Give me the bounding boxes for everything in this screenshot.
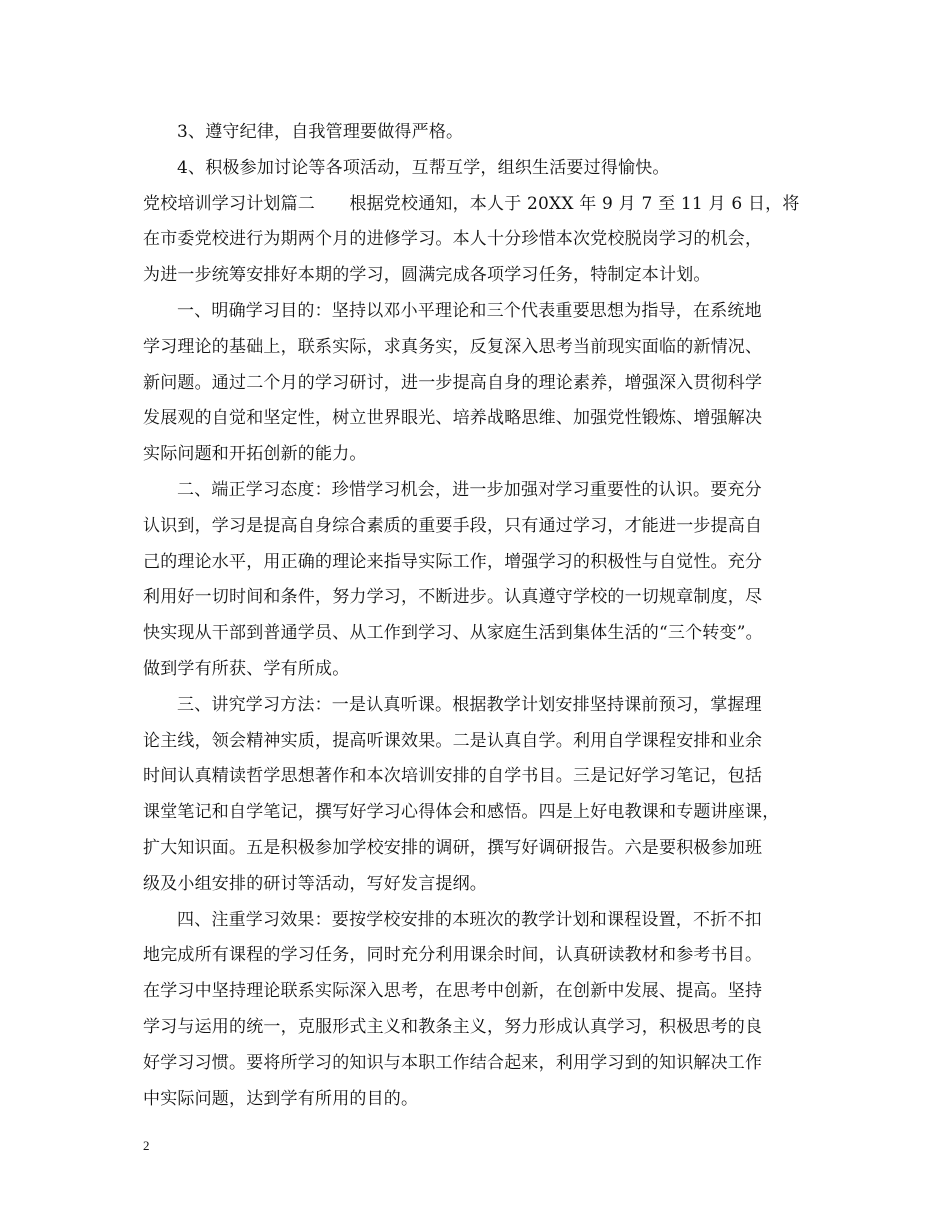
text-line: 二、端正学习态度：珍惜学习机会，进一步加强对学习重要性的认识。要充分	[177, 479, 762, 500]
page-number: 2	[143, 1138, 150, 1153]
text-line: 级及小组安排的研讨等活动，写好发言提纲。	[143, 873, 487, 894]
text-line: 新问题。通过二个月的学习研讨，进一步提高自身的理论素养，增强深入贯彻科学	[143, 372, 763, 393]
text-line: 三、讲究学习方法：一是认真听课。根据教学计划安排坚持课前预习，掌握理	[177, 694, 762, 715]
text-line: 时间认真精读哲学思想著作和本次培训安排的自学书目。三是记好学习笔记，包括	[143, 766, 763, 787]
text-line: 在学习中坚持理论联系实际深入思考，在思考中创新，在创新中发展、提高。坚持	[143, 981, 763, 1002]
text-line: 4、积极参加讨论等各项活动，互帮互学，组织生活要过得愉快。	[177, 157, 670, 178]
text-line: 地完成所有课程的学习任务，同时充分利用课余时间，认真研读教材和参考书目。	[143, 945, 763, 966]
text-line: 课堂笔记和自学笔记，撰写好学习心得体会和感悟。四是上好电教课和专题讲座课，	[143, 802, 780, 823]
text-line: 好学习习惯。要将所学习的知识与本职工作结合起来，利用学习到的知识解决工作	[143, 1052, 763, 1073]
text-line: 快实现从干部到普通学员、从工作到学习、从家庭生活到集体生活的“三个转变”。	[143, 623, 763, 644]
text-line: 论主线，领会精神实质，提高听课效果。二是认真自学。利用自学课程安排和业余	[143, 730, 763, 751]
text-line: 发展观的自觉和坚定性，树立世界眼光、培养战略思维、加强党性锻炼、增强解决	[143, 408, 763, 429]
text-line: 一、明确学习目的：坚持以邓小平理论和三个代表重要思想为指导，在系统地	[177, 300, 762, 321]
text-line: 为进一步统筹安排好本期的学习，圆满完成各项学习任务，特制定本计划。	[143, 265, 711, 286]
text-line: 中实际问题，达到学有所用的目的。	[143, 1088, 419, 1109]
text-line: 做到学有所获、学有所成。	[143, 658, 350, 679]
text-line: 3、遵守纪律，自我管理要做得严格。	[177, 122, 464, 142]
text-line: 扩大知识面。五是积极参加学校安排的调研，撰写好调研报告。六是要积极参加班	[143, 837, 763, 858]
text-line: 认识到，学习是提高自身综合素质的重要手段，只有通过学习，才能进一步提高自	[143, 515, 763, 536]
text-line: 利用好一切时间和条件，努力学习，不断进步。认真遵守学校的一切规章制度，尽	[143, 587, 763, 608]
text-line: 己的理论水平，用正确的理论来指导实际工作，增强学习的积极性与自觉性。充分	[143, 551, 763, 572]
text-line: 学习理论的基础上，联系实际，求真务实，反复深入思考当前现实面临的新情况、	[143, 336, 763, 357]
text-line: 党校培训学习计划篇二 根据党校通知，本人于 20XX 年 9 月 7 至 11 月 6 日，将	[143, 193, 800, 214]
text-line: 在市委党校进行为期两个月的进修学习。本人十分珍惜本次党校脱岗学习的机会，	[143, 229, 763, 250]
document-body	[143, 115, 819, 1117]
text-line: 实际问题和开拓创新的能力。	[143, 444, 367, 465]
text-line: 四、注重学习效果：要按学校安排的本班次的教学计划和课程设置，不折不扣	[177, 909, 762, 930]
text-line: 学习与运用的统一，克服形式主义和教条主义，努力形成认真学习，积极思考的良	[143, 1016, 763, 1037]
